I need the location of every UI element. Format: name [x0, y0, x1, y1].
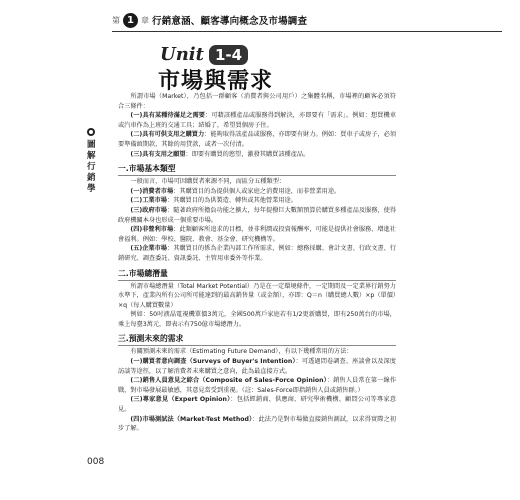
forecast-method-item: [118, 415, 396, 434]
section-heading-market-types: 一.市場基本類型: [118, 164, 396, 176]
forecast-method-item: [118, 357, 396, 376]
condition-label: (一)具有某種待滿足之需要: [130, 112, 206, 120]
forecast-method-text: ：包括經銷商、供應商、研究學術機構、顧問公司等專家意見。: [118, 396, 396, 414]
market-type-text: ：其購買目的係為企業內部工作所需求，例如：總務採購、會計文書、行政文書、行銷研究、調查委託、資訊委託、主管用車委外等作業。: [118, 245, 397, 262]
page-title: 市場與需求: [158, 69, 274, 94]
market-type-text: ：其購買目的為提供個人或家庭之消費用途，而非營業用途。: [173, 187, 341, 195]
market-type-label: (一)消費者市場: [130, 187, 174, 195]
market-type-item: [118, 196, 396, 206]
intro-paragraph: 所謂市場（Market），乃包括一群顧客（消費者與公司用戶）之集體名稱，市場裡的顧客必須符合三條件：: [118, 93, 396, 110]
forecast-method-item: [118, 376, 396, 395]
market-type-label: (四)非營利市場: [130, 226, 174, 234]
market-type-label: (三)政府市場: [130, 206, 167, 214]
condition-text: ：能夠取得該產品或服務，亦即要有財力。例如：買車子或房子，必須要準備頭期款，其餘的用貸款，或者一次付清。: [118, 131, 397, 148]
section3-paragraph: 有關預測未來的需求（Estimating Future Demand），有以下幾種常用的方法：: [130, 348, 353, 356]
market-type-label: (五)企業市場: [130, 245, 167, 253]
condition-item: [118, 111, 396, 130]
section-heading-market-potential: 二.市場總潛量: [118, 269, 396, 281]
condition-text: ：即要有購買的慾望，激發其購買該種產品。: [185, 150, 310, 158]
condition-label: (三)具有支用之願望: [130, 150, 186, 158]
forecast-method-text: ：可透過問卷調查、座談會以及深度訪談等途徑，以了解消費者未來購買之意向，此為最直接方式。: [118, 358, 396, 375]
condition-label: (二)具有可供支用之購買力: [130, 131, 205, 139]
forecast-method-label: (三)專家意見（Expert Opinion）: [130, 396, 231, 404]
forecast-method-label: (一)購買者意向調查（Surveys of Buyer's Intention）: [130, 358, 296, 366]
chapter-title: 行銷意涵、顧客導向概念及市場調查: [152, 16, 308, 27]
section1-paragraph: 一般而言，市場可因購買者來源不同，而區分五種類型：: [130, 178, 286, 186]
section-heading-demand-forecast: 三.預測未來的需求: [118, 334, 396, 346]
section2-paragraph: 所謂市場總潛量（Total Market Potential）乃是在一定環境條件，一定期間及一定業界行銷努力水準下，產業內所有公司所可能達到的最高銷售量（或金額），亦即：Q＝n（購買總人數）×p（單價）×q（每人購買數量）: [118, 282, 396, 309]
condition-text: ：可藉該種產品或服務得到解決，亦即要有「需求」。例如：想買機車或汽車作為上班的交通工具；結婚了，希望買個房子住。: [118, 112, 397, 129]
chapter-header: [112, 10, 307, 30]
forecast-method-label: (二)銷售人員意見之綜合（Composite of Sales-Force Opinion）: [130, 377, 327, 385]
market-type-text: ：其購買目的為供製造、轉售或其他營業用途。: [166, 197, 297, 205]
book-title-vertical: 圖解行銷學: [87, 140, 96, 194]
chapter-prefix: 第: [112, 15, 120, 25]
market-type-label: (二)工業市場: [130, 197, 167, 205]
body-text: [118, 92, 396, 434]
forecast-method-text: ：此法乃是對市場做直接銷售測試，以求得實際之初步了解。: [118, 415, 397, 433]
unit-heading: [160, 44, 248, 65]
market-type-item: [118, 244, 396, 263]
market-type-item: [118, 187, 396, 197]
forecast-method-label: (四)市場測試法（Market-Test Method）: [130, 415, 253, 423]
forecast-method-text: ：銷售人員常在第一線作戰，對市場發展最敏感，其意見當受到重視。（註：Sales-Force即指銷售人員或銷售群。）: [118, 377, 397, 394]
forecast-method-item: [118, 395, 396, 414]
unit-label: Unit: [160, 44, 204, 65]
market-type-text: ：此類顧客所追求的目標，並非利潤或投資報酬率，可能是提供社會服務、增進社會福利。例如：學校、醫院、教會、基金會、研究機構等。: [118, 226, 396, 243]
market-type-text: ：隨著政府所擔負功能之擴大，每年提撥巨大數額預算於購買多種產品及服務，使得政府機關本身也形成一個重要市場。: [118, 206, 397, 224]
condition-item: [118, 130, 396, 149]
chapter-number-badge: 1: [123, 13, 138, 28]
market-type-item: [118, 225, 396, 244]
condition-item: [118, 150, 396, 160]
unit-number-badge: 1-4: [209, 45, 248, 65]
header-rule: [112, 31, 502, 32]
page-number: 008: [87, 457, 105, 467]
bullet-circle-icon: [87, 128, 95, 136]
section2-example: 例如：50吋液晶電視機單價3萬元，全國500萬戶家庭若有1/2更新購買，即有250萬台的市場，乘上每臺3萬元，即表示有750億市場總潛力。: [118, 311, 396, 328]
chapter-suffix: 章: [141, 15, 149, 25]
market-type-item: [118, 206, 396, 225]
